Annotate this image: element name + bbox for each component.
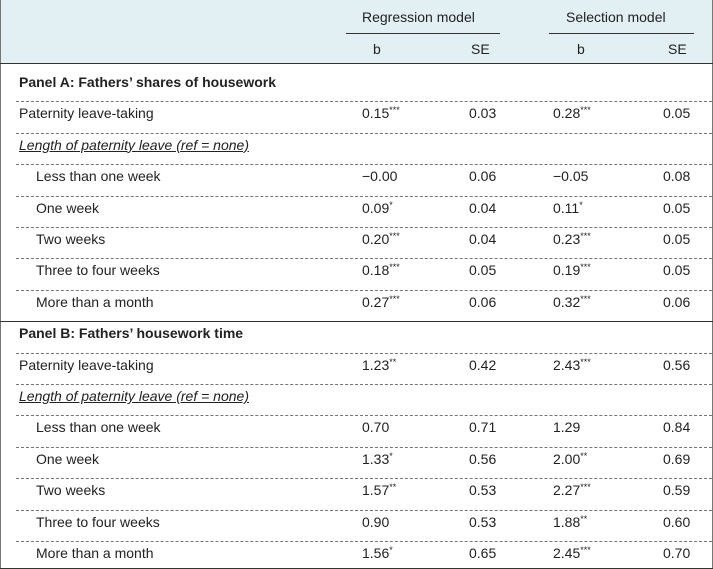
- selection-b-value: 0.28: [553, 105, 581, 122]
- header-b-regression: b: [373, 41, 381, 57]
- selection-b-significance: ***: [580, 356, 591, 367]
- selection-b: [553, 262, 623, 278]
- selection-se: 0.05: [663, 199, 691, 216]
- selection-b: [553, 294, 623, 310]
- regression-b-significance: ***: [389, 262, 400, 273]
- selection-b-significance: ***: [580, 482, 591, 493]
- row-divider: [16, 541, 712, 542]
- regression-b: [362, 105, 432, 121]
- regression-b-value: 0.90: [362, 513, 390, 530]
- regression-b-value: 1.23: [362, 356, 390, 373]
- row-label: One week: [36, 199, 100, 216]
- row-divider: [16, 478, 712, 479]
- row-label: More than a month: [36, 545, 154, 561]
- selection-b: [553, 231, 623, 247]
- regression-se: 0.65: [469, 545, 497, 561]
- regression-group-rule: [346, 33, 500, 34]
- row-divider: [16, 510, 712, 511]
- regression-b-value: −0.00: [362, 168, 398, 185]
- row-label: Three to four weeks: [36, 262, 160, 279]
- regression-b: [362, 231, 432, 247]
- selection-b-value: 0.11: [553, 199, 580, 216]
- row-divider: [16, 196, 712, 197]
- selection-se: 0.60: [663, 513, 691, 530]
- selection-se: 0.69: [663, 450, 691, 467]
- regression-b-value: 0.15: [362, 105, 390, 122]
- regression-b-value: 0.09: [362, 199, 390, 216]
- regression-b-value: 1.56: [362, 545, 390, 561]
- regression-se: 0.53: [469, 513, 497, 530]
- regression-b-value: 0.20: [362, 231, 390, 247]
- selection-b-value: 0.23: [553, 231, 581, 247]
- selection-b-significance: ***: [580, 105, 591, 116]
- selection-se: 0.08: [663, 168, 691, 185]
- regression-se: 0.04: [469, 231, 497, 247]
- selection-b-value: 0.32: [553, 293, 581, 310]
- regression-b-significance: ***: [389, 105, 400, 116]
- regression-b-significance: **: [389, 356, 397, 367]
- regression-b: [362, 200, 432, 216]
- panel-b-title: Panel B: Fathers’ housework time: [19, 325, 244, 342]
- row-label: Less than one week: [36, 168, 161, 185]
- selection-b-significance: ***: [580, 231, 591, 241]
- header-b-selection: b: [577, 41, 585, 57]
- selection-b: [553, 514, 623, 530]
- regression-b-significance: *: [389, 545, 393, 555]
- regression-se: 0.06: [469, 293, 497, 310]
- row-divider: [16, 447, 712, 448]
- selection-se: 0.05: [663, 262, 691, 279]
- regression-b: [362, 357, 432, 373]
- row-divider: [16, 384, 712, 385]
- row-divider: [16, 101, 712, 102]
- selection-b-value: 2.43: [553, 356, 581, 373]
- selection-b-value: 2.45: [553, 545, 581, 561]
- selection-b-significance: ***: [580, 293, 591, 304]
- row-label: One week: [36, 450, 100, 467]
- selection-se: 0.59: [663, 482, 691, 499]
- regression-se: 0.71: [469, 419, 497, 436]
- regression-b-significance: ***: [389, 293, 400, 304]
- panel-a-title: Panel A: Fathers’ shares of housework: [19, 74, 277, 90]
- row-label: More than a month: [36, 293, 154, 310]
- row-divider: [16, 353, 712, 354]
- selection-b: [553, 168, 623, 184]
- regression-se: 0.05: [469, 262, 497, 279]
- length-of-leave-label: Length of paternity leave (ref = none): [19, 136, 249, 153]
- header-bottom-rule: [0, 63, 713, 64]
- row-divider: [16, 258, 712, 259]
- regression-b-value: 1.33: [362, 450, 390, 467]
- header-se-selection: SE: [668, 41, 687, 57]
- regression-b-value: 0.27: [362, 293, 390, 310]
- selection-b-value: 1.88: [553, 513, 581, 530]
- regression-se: 0.42: [469, 356, 497, 373]
- selection-b-value: 0.19: [553, 262, 581, 279]
- selection-b: [553, 419, 623, 435]
- regression-b: [362, 168, 432, 184]
- regression-se: 0.53: [469, 482, 497, 499]
- regression-b: [362, 419, 432, 435]
- regression-se: 0.06: [469, 168, 497, 185]
- regression-b-value: 1.57: [362, 482, 390, 499]
- selection-se: 0.70: [663, 545, 691, 561]
- regression-b-value: 0.70: [362, 419, 390, 436]
- selection-b-value: 1.29: [553, 419, 581, 436]
- row-label: Two weeks: [36, 231, 106, 247]
- header-selection-model: Selection model: [566, 9, 666, 25]
- selection-se: 0.84: [663, 419, 691, 436]
- length-of-leave-label: Length of paternity leave (ref = none): [19, 388, 249, 404]
- regression-b: [362, 451, 432, 467]
- selection-b-significance: ***: [580, 262, 591, 273]
- regression-b-significance: *: [389, 450, 393, 461]
- selection-se: 0.05: [663, 105, 691, 122]
- regression-b: [362, 545, 432, 561]
- selection-se: 0.56: [663, 356, 691, 373]
- row-divider: [16, 227, 712, 228]
- selection-group-rule: [549, 33, 694, 34]
- regression-b: [362, 262, 432, 278]
- row-label-paternity-leave: Paternity leave-taking: [19, 356, 154, 373]
- regression-b: [362, 514, 432, 530]
- selection-se: 0.06: [663, 293, 691, 310]
- regression-b-significance: ***: [389, 231, 400, 241]
- panel-divider-rule: [0, 321, 713, 322]
- regression-se: 0.56: [469, 450, 497, 467]
- header-se-regression: SE: [471, 41, 490, 57]
- row-divider: [16, 290, 712, 291]
- regression-b: [362, 294, 432, 310]
- row-label: Less than one week: [36, 419, 161, 436]
- regression-b: [362, 482, 432, 498]
- selection-b-significance: **: [580, 513, 588, 524]
- row-label: Three to four weeks: [36, 513, 160, 530]
- selection-se: 0.05: [663, 231, 691, 247]
- regression-se: 0.03: [469, 105, 497, 122]
- row-label: Two weeks: [36, 482, 106, 499]
- selection-b: [553, 451, 623, 467]
- selection-b-significance: ***: [580, 545, 591, 555]
- selection-b: [553, 357, 623, 373]
- selection-b-significance: **: [580, 450, 588, 461]
- row-divider: [16, 133, 712, 134]
- regression-b-significance: **: [389, 482, 397, 493]
- selection-b: [553, 105, 623, 121]
- selection-b-value: 2.27: [553, 482, 581, 499]
- selection-b: [553, 545, 623, 561]
- row-divider: [16, 164, 712, 165]
- selection-b: [553, 200, 623, 216]
- regression-b-significance: *: [389, 199, 393, 210]
- regression-se: 0.04: [469, 199, 497, 216]
- row-label-paternity-leave: Paternity leave-taking: [19, 105, 154, 122]
- regression-b-value: 0.18: [362, 262, 390, 279]
- row-divider: [16, 415, 712, 416]
- selection-b-value: −0.05: [553, 168, 589, 185]
- selection-b: [553, 482, 623, 498]
- selection-b-value: 2.00: [553, 450, 581, 467]
- header-regression-model: Regression model: [362, 9, 475, 25]
- selection-b-significance: *: [579, 199, 583, 210]
- table-left-border: [0, 0, 1, 569]
